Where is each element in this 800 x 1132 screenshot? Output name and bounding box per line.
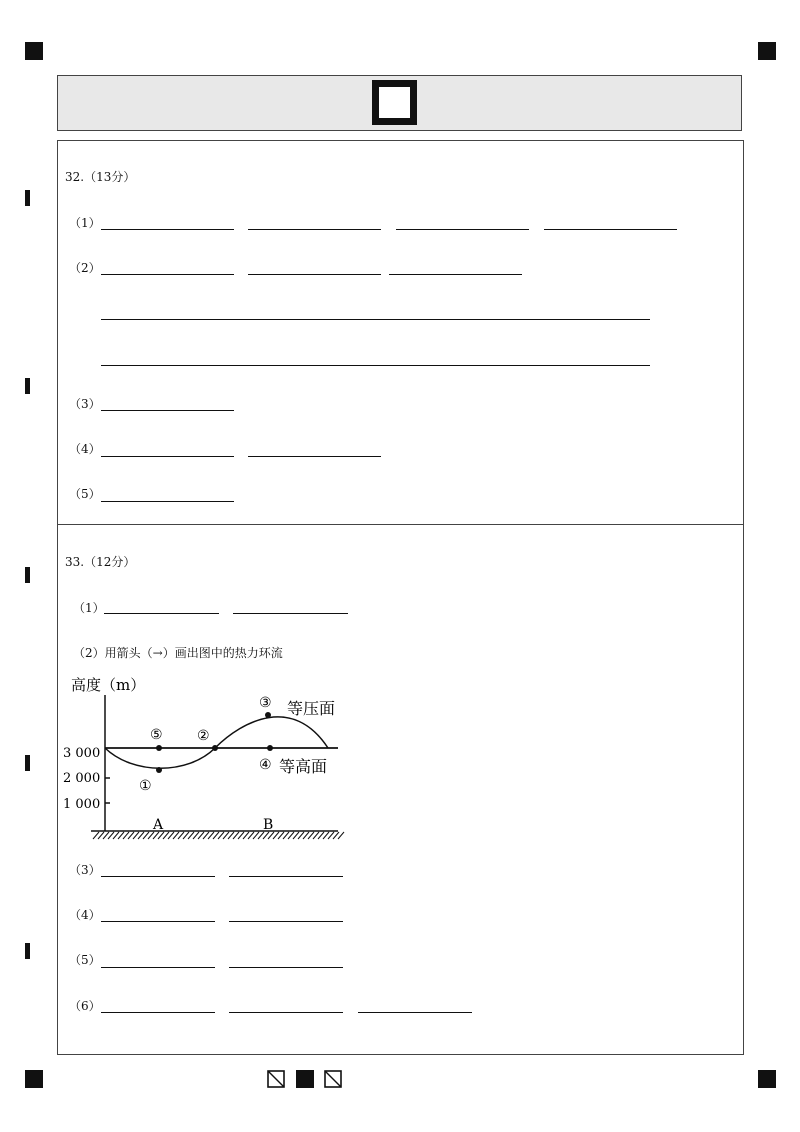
answer-line-long[interactable] xyxy=(101,319,650,320)
hatch-stroke xyxy=(233,832,239,839)
hatch-stroke xyxy=(173,832,179,839)
answer-line[interactable] xyxy=(101,921,215,922)
hatch-stroke xyxy=(93,832,99,839)
hatch-stroke xyxy=(153,832,159,839)
point-marker xyxy=(265,712,271,718)
hatch-stroke xyxy=(148,832,154,839)
hatch-stroke xyxy=(303,832,309,839)
hatch-stroke xyxy=(113,832,119,839)
footer-slash-box xyxy=(267,1070,285,1088)
hatch-stroke xyxy=(168,832,174,839)
answer-line[interactable] xyxy=(396,229,529,230)
hatch-stroke xyxy=(243,832,249,839)
hatch-stroke xyxy=(183,832,189,839)
part-label: （4） xyxy=(69,442,101,456)
hatch-stroke xyxy=(268,832,274,839)
point-label: ③ xyxy=(259,695,272,711)
hatch-stroke xyxy=(98,832,104,839)
point-label: ② xyxy=(197,728,210,744)
hatch-stroke xyxy=(138,832,144,839)
hatch-stroke xyxy=(253,832,259,839)
hatch-stroke xyxy=(288,832,294,839)
answer-line[interactable] xyxy=(229,876,343,877)
part-label: （6） xyxy=(69,999,101,1013)
hatch-stroke xyxy=(103,832,109,839)
hatch-stroke xyxy=(178,832,184,839)
hatch-stroke xyxy=(158,832,164,839)
footer-slash-box xyxy=(324,1070,342,1088)
answer-line[interactable] xyxy=(248,229,381,230)
answer-line[interactable] xyxy=(101,501,234,502)
answer-line[interactable] xyxy=(101,456,234,457)
hatch-stroke xyxy=(278,832,284,839)
hatch-stroke xyxy=(323,832,329,839)
header-panel xyxy=(57,75,742,131)
timing-mark xyxy=(25,190,30,206)
part-label: （1） xyxy=(69,216,101,230)
hatch-stroke xyxy=(283,832,289,839)
answer-line[interactable] xyxy=(101,876,215,877)
part-label: （3） xyxy=(69,863,101,877)
point-marker xyxy=(156,745,162,751)
point-label: ⑤ xyxy=(150,727,163,743)
part-instruction: （2）用箭头（→）画出图中的热力环流 xyxy=(73,646,283,660)
answer-line[interactable] xyxy=(101,274,234,275)
timing-mark xyxy=(25,943,30,959)
isoheight-label: 等高面 xyxy=(279,757,328,776)
hatch-stroke xyxy=(163,832,169,839)
hatch-stroke xyxy=(328,832,334,839)
question-33-section xyxy=(57,524,744,1055)
hatch-stroke xyxy=(313,832,319,839)
registration-mark-top-right xyxy=(758,42,776,60)
hatch-stroke xyxy=(133,832,139,839)
hatch-stroke xyxy=(333,832,339,839)
timing-mark xyxy=(25,567,30,583)
question-32-section xyxy=(57,140,744,526)
hatch-stroke xyxy=(143,832,149,839)
answer-line[interactable] xyxy=(101,1012,215,1013)
hatch-stroke xyxy=(198,832,204,839)
registration-mark-bottom-left xyxy=(25,1070,43,1088)
hatch-stroke xyxy=(188,832,194,839)
answer-line[interactable] xyxy=(104,613,219,614)
ground-hatching xyxy=(93,832,344,839)
point-marker xyxy=(156,767,162,773)
point-marker xyxy=(212,745,218,751)
answer-line[interactable] xyxy=(248,274,381,275)
answer-line-long[interactable] xyxy=(101,365,650,366)
registration-mark-top-left xyxy=(25,42,43,60)
y-tick-label: 3 000 xyxy=(63,746,101,761)
hatch-stroke xyxy=(218,832,224,839)
hatch-stroke xyxy=(258,832,264,839)
hatch-stroke xyxy=(338,832,344,839)
answer-line[interactable] xyxy=(229,967,343,968)
hatch-stroke xyxy=(293,832,299,839)
hatch-stroke xyxy=(128,832,134,839)
hatch-stroke xyxy=(263,832,269,839)
answer-line[interactable] xyxy=(229,921,343,922)
hatch-stroke xyxy=(193,832,199,839)
y-tick-label: 1 000 xyxy=(63,797,101,812)
hatch-stroke xyxy=(213,832,219,839)
hatch-stroke xyxy=(238,832,244,839)
part-label: （5） xyxy=(69,953,101,967)
timing-mark xyxy=(25,755,30,771)
header-square-mark xyxy=(372,80,417,125)
point-marker xyxy=(267,745,273,751)
hatch-stroke xyxy=(208,832,214,839)
hatch-stroke xyxy=(108,832,114,839)
part-label: （5） xyxy=(69,487,101,501)
registration-mark-bottom-right xyxy=(758,1070,776,1088)
point-label: ④ xyxy=(259,757,272,773)
answer-line[interactable] xyxy=(248,456,381,457)
hatch-stroke xyxy=(118,832,124,839)
y-tick-label: 2 000 xyxy=(63,771,101,786)
hatch-stroke xyxy=(273,832,279,839)
answer-line[interactable] xyxy=(101,229,234,230)
hatch-stroke xyxy=(223,832,229,839)
y-axis-label: 高度（m） xyxy=(71,676,146,694)
hatch-stroke xyxy=(123,832,129,839)
answer-line[interactable] xyxy=(358,1012,472,1013)
answer-line[interactable] xyxy=(544,229,677,230)
part-label: （4） xyxy=(69,908,101,922)
hatch-stroke xyxy=(308,832,314,839)
answer-line[interactable] xyxy=(229,1012,343,1013)
footer-filled-box xyxy=(296,1070,314,1088)
ground-label: B xyxy=(263,817,274,833)
part-label: （1） xyxy=(73,601,105,615)
part-label: （2） xyxy=(69,261,101,275)
answer-line[interactable] xyxy=(101,967,215,968)
answer-line[interactable] xyxy=(389,274,522,275)
answer-line[interactable] xyxy=(233,613,348,614)
part-label: （3） xyxy=(69,397,101,411)
hatch-stroke xyxy=(318,832,324,839)
answer-line[interactable] xyxy=(101,410,234,411)
isobar-label: 等压面 xyxy=(287,699,336,718)
hatch-stroke xyxy=(298,832,304,839)
timing-mark xyxy=(25,378,30,394)
thermal-circulation-figure[interactable] xyxy=(63,675,353,845)
hatch-stroke xyxy=(203,832,209,839)
hatch-stroke xyxy=(228,832,234,839)
ground-label: A xyxy=(153,817,164,833)
question-title: 33.（12分） xyxy=(65,555,136,569)
question-title: 32.（13分） xyxy=(65,170,136,184)
hatch-stroke xyxy=(248,832,254,839)
point-label: ① xyxy=(139,778,152,794)
